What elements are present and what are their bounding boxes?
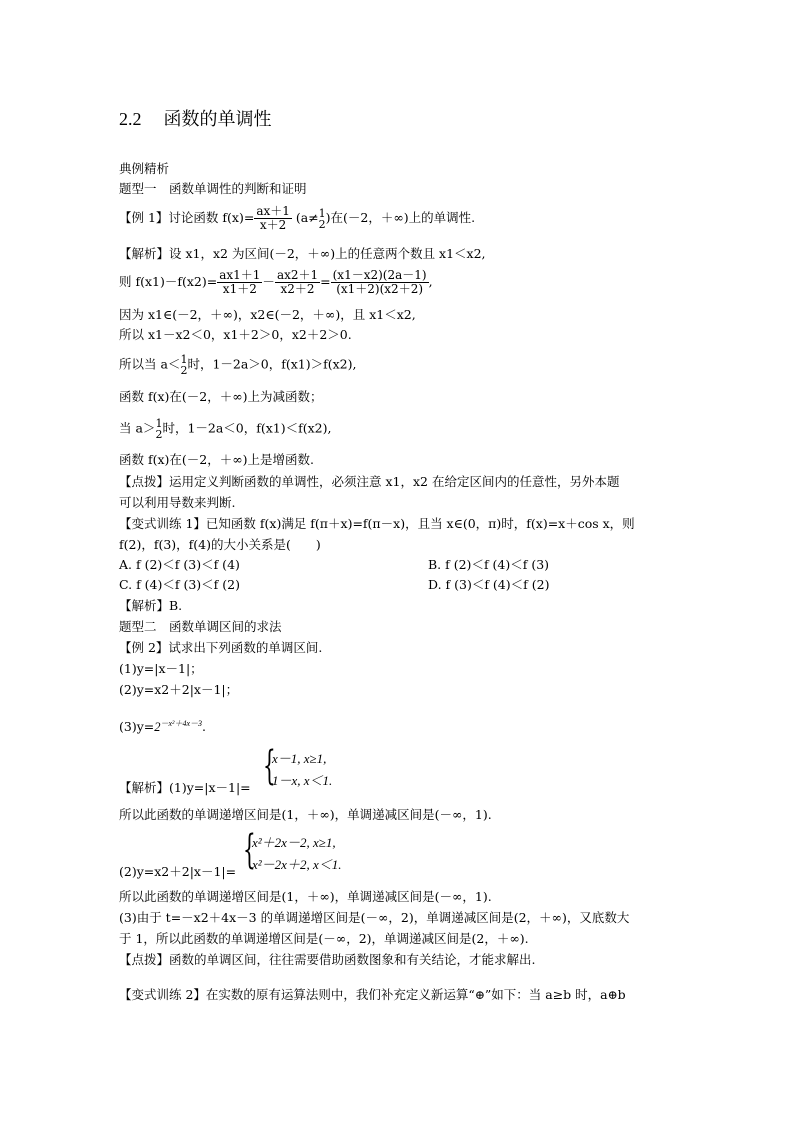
frac-numerator: 1 — [318, 206, 326, 220]
exp-base: 2 — [154, 720, 161, 735]
piece1-a: x－1, x≥1, — [272, 751, 327, 766]
example1-fraction — [254, 205, 292, 232]
option-a: A. f (2)＜f (3)＜f (4) — [119, 557, 240, 572]
answer1: 【解析】B. — [119, 598, 183, 613]
note1-line2: 可以利用导数来判断. — [119, 495, 236, 510]
option-b: B. f (2)＜f (4)＜f (3) — [428, 557, 550, 572]
period: . — [202, 719, 206, 735]
example1-pre: 【例 1】讨论函数 f(x)= — [119, 210, 255, 225]
frac-denominator: x＋2 — [259, 218, 287, 232]
solution1-line8: 函数 f(x)在(－2，＋∞)上是增函数. — [119, 452, 314, 467]
frac-numerator: ax2＋1 — [276, 268, 319, 282]
solution2-p2-result: 所以此函数的单调递增区间是(1，＋∞)，单调递减区间是(－∞，1). — [119, 889, 492, 904]
solution2-p3-line1: (3)由于 t=－x2＋4x－3 的单调递增区间是(－∞，2)，单调递减区间是(2，＋∞)，又底数大 — [119, 910, 630, 925]
piecewise-brace-1: { — [263, 743, 276, 789]
condition-fraction — [319, 208, 326, 230]
piece2-b: x²－2x＋2, x＜1. — [252, 857, 342, 872]
piece2-a: x²＋2x－2, x≥1, — [252, 835, 336, 850]
solution1-line3: 因为 x1∈(－2，＋∞)，x2∈(－2，＋∞)，且 x1＜x2, — [119, 307, 416, 322]
example2-line2: (1)y=|x－1|； — [119, 661, 203, 676]
solution1-line7 — [119, 418, 332, 440]
solution1-line1: 【解析】设 x1，x2 为区间(－2，＋∞)上的任意两个数且 x1＜x2, — [119, 246, 486, 261]
frac-numerator: ax1＋1 — [219, 268, 261, 282]
frac-numerator: 1 — [180, 353, 188, 366]
variant2-pre: 【变式训练 2】在实数的原有运算法则中，我们补充定义新运算“ — [119, 987, 475, 1002]
type2-heading: 题型二 函数单调区间的求法 — [119, 619, 282, 634]
variant1-line1: 【变式训练 1】已知函数 f(x)满足 f(π＋x)=f(π－x)，且当 x∈(0，π)时，f(x)=x＋cos x，则 — [119, 516, 635, 531]
section-name: 函数的单调性 — [163, 109, 272, 130]
oplus-symbol: ⊕ — [607, 988, 618, 1002]
variant2-mid: ”如下：当 a≥b 时，a — [484, 987, 608, 1002]
example2-line4 — [119, 716, 206, 735]
example1 — [119, 205, 475, 232]
frac-denominator: 2 — [318, 217, 326, 231]
solution2-p1-result: 所以此函数的单调递增区间是(1，＋∞)，单调递减区间是(－∞，1). — [119, 807, 492, 822]
frac-denominator: x2＋2 — [280, 282, 315, 296]
note1-line1: 【点拨】运用定义判断函数的单调性，必须注意 x1，x2 在给定区间内的任意性，另外本题 — [119, 474, 620, 489]
section-number: 2.2 — [119, 109, 142, 129]
condition-pre: (a≠ — [295, 210, 319, 225]
option-c: C. f (4)＜f (3)＜f (2) — [119, 577, 240, 592]
solution2-p2-label: (2)y=x2＋2|x－1|= — [119, 864, 237, 879]
line4-pre: (3)y= — [119, 719, 155, 735]
note2: 【点拨】函数的单调区间，往往需要借助函数图象和有关结论，才能求解出. — [119, 952, 536, 967]
frac-denominator: x1＋2 — [222, 282, 257, 296]
piecewise-brace-2: { — [243, 827, 256, 873]
line5-post: 时，1－2a＞0，f(x1)＞f(x2), — [187, 356, 357, 372]
oplus-symbol: ⊕ — [474, 988, 485, 1002]
piece1-b: 1－x, x＜1. — [272, 773, 333, 788]
solution1-line5 — [119, 354, 357, 376]
variant2-post: b — [617, 987, 626, 1002]
example2-line3: (2)y=x2＋2|x－1|； — [119, 682, 239, 697]
minus-sign: － — [262, 274, 275, 289]
exp-superscript: －x²＋4x－3 — [160, 719, 202, 728]
option-d: D. f (3)＜f (4)＜f (2) — [428, 577, 550, 592]
fraction-3 — [331, 269, 429, 296]
solution1-line2 — [119, 269, 433, 296]
frac-numerator: 1 — [155, 417, 163, 430]
line7-pre: 当 a＞ — [119, 420, 156, 436]
section-title — [119, 105, 272, 131]
frac-numerator: ax＋1 — [256, 204, 290, 218]
solution2-p1-label: 【解析】(1)y=|x－1|= — [119, 780, 251, 795]
heading: 典例精析 — [119, 161, 170, 176]
frac-denominator: 2 — [180, 364, 188, 377]
example2-line1: 【例 2】试求出下列函数的单调区间. — [119, 640, 323, 655]
frac-denominator: 2 — [155, 428, 163, 441]
equals-sign: = — [320, 274, 331, 289]
line5-pre: 所以当 a＜ — [119, 356, 181, 372]
variant1-line2: f(2)，f(3)，f(4)的大小关系是( ) — [119, 537, 321, 552]
solution1-line2-pre: 则 f(x1)－f(x2)= — [119, 274, 218, 289]
line7-post: 时，1－2a＜0，f(x1)＜f(x2), — [162, 420, 332, 436]
solution1-line6: 函数 f(x)在(－2，＋∞)上为减函数； — [119, 389, 323, 404]
fraction-1 — [217, 269, 262, 296]
solution1-line4: 所以 x1－x2＜0，x1＋2＞0，x2＋2＞0. — [119, 327, 352, 342]
frac-numerator: (x1－x2)(2a－1) — [332, 268, 427, 282]
type1-heading: 题型一 函数单调性的判断和证明 — [119, 181, 307, 196]
variant2-line1 — [119, 987, 626, 1003]
solution2-p3-line2: 于 1，所以此函数的单调递增区间是(－∞，2)，单调递减区间是(2，＋∞). — [119, 931, 529, 946]
condition-post: )在(－2，＋∞)上的单调性. — [325, 210, 476, 225]
frac-denominator: (x1＋2)(x2＋2) — [336, 282, 424, 296]
fraction-2 — [275, 269, 320, 296]
comma: , — [428, 274, 433, 289]
